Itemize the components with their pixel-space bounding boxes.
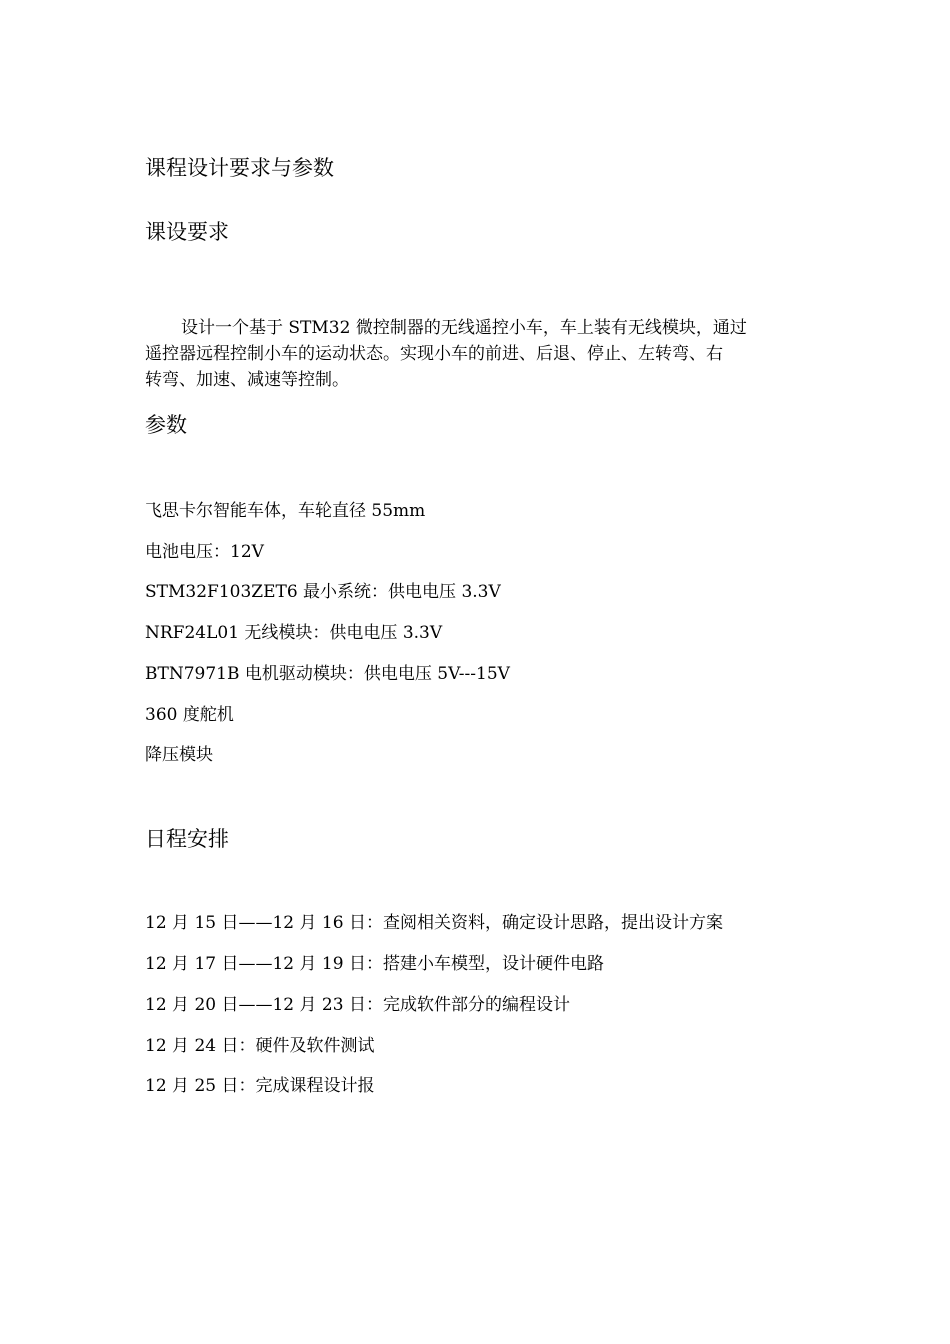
requirements-line: 设计一个基于 STM32 微控制器的无线遥控小车，车上装有无线模块，通过 xyxy=(181,318,747,338)
schedule-item: 12 月 15 日——12 月 16 日：查阅相关资料，确定设计思路，提出设计方案 xyxy=(145,913,723,933)
schedule-item: 12 月 17 日——12 月 19 日：搭建小车模型，设计硬件电路 xyxy=(145,954,604,974)
schedule-item: 12 月 24 日：硬件及软件测试 xyxy=(145,1036,375,1056)
requirements-paragraph xyxy=(145,315,805,393)
requirements-heading: 课设要求 xyxy=(145,220,229,244)
parameter-item: NRF24L01 无线模块：供电电压 3.3V xyxy=(145,623,443,643)
parameter-item: BTN7971B 电机驱动模块：供电电压 5V---15V xyxy=(145,664,510,684)
parameter-item: 降压模块 xyxy=(145,745,213,765)
parameter-item: 电池电压：12V xyxy=(145,542,264,562)
parameters-heading: 参数 xyxy=(145,413,187,437)
parameter-item: STM32F103ZET6 最小系统：供电电压 3.3V xyxy=(145,582,501,602)
parameter-item: 飞思卡尔智能车体，车轮直径 55mm xyxy=(145,501,426,521)
schedule-item: 12 月 20 日——12 月 23 日：完成软件部分的编程设计 xyxy=(145,995,570,1015)
parameter-item: 360 度舵机 xyxy=(145,705,234,725)
requirements-line: 遥控器远程控制小车的运动状态。实现小车的前进、后退、停止、左转弯、右 xyxy=(145,344,723,364)
document-title: 课程设计要求与参数 xyxy=(145,156,334,180)
schedule-heading: 日程安排 xyxy=(145,827,229,851)
requirements-line: 转弯、加速、减速等控制。 xyxy=(145,370,349,390)
schedule-item: 12 月 25 日：完成课程设计报 xyxy=(145,1076,375,1096)
